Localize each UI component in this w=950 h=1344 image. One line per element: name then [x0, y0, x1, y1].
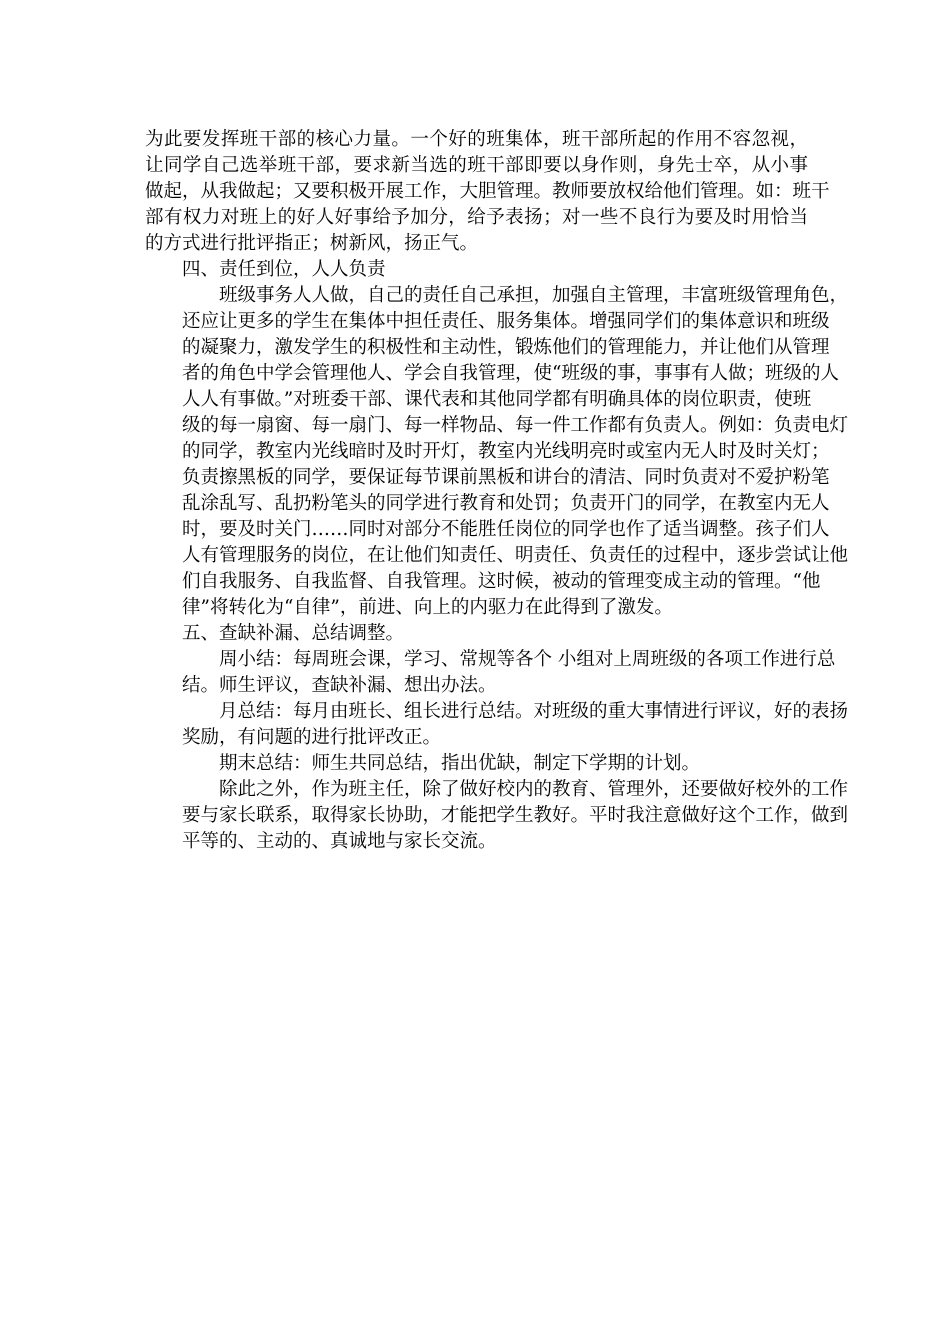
text-line: 负责擦黑板的同学，要保证每节课前黑板和讲台的清洁、同时负责对不爱护粉笔	[182, 467, 830, 488]
text-line: 做起，从我做起；又要积极开展工作，大胆管理。教师要放权给他们管理。如：班干	[145, 181, 830, 202]
text-line: 乱涂乱写、乱扔粉笔头的同学进行教育和处罚；负责开门的同学，在教室内无人	[182, 493, 830, 514]
text-line: 时，要及时关门……同时对部分不能胜任岗位的同学也作了适当调整。孩子们人	[182, 519, 830, 540]
text-line: 奖励，有问题的进行批评改正。	[182, 727, 442, 748]
text-line: 者的角色中学会管理他人、学会自我管理，使“班级的事，事事有人做；班级的人	[182, 363, 839, 384]
document-body	[145, 127, 849, 855]
section-heading	[145, 621, 808, 647]
text-line: 部有权力对班上的好人好事给予加分，给予表扬；对一些不良行为要及时用恰当	[145, 207, 808, 228]
paragraph	[145, 699, 849, 751]
section-heading	[145, 257, 808, 283]
text-line: 的同学，教室内光线暗时及时开灯，教室内光线明亮时或室内无人时及时关灯；	[182, 441, 830, 462]
text-line: 月总结：每月由班长、组长进行总结。对班级的重大事情进行评议，好的表扬	[219, 701, 849, 722]
text-line: 们自我服务、自我监督、自我管理。这时候，被动的管理变成主动的管理。“他	[182, 571, 821, 592]
paragraph	[145, 777, 849, 855]
paragraph	[145, 647, 836, 699]
paragraph	[145, 127, 830, 257]
text-line: 结。师生评议，查缺补漏、想出办法。	[182, 675, 497, 696]
text-line: 平等的、主动的、真诚地与家长交流。	[182, 831, 497, 852]
section-heading-text: 五、查缺补漏、总结调整。	[182, 623, 405, 644]
text-line: 人人有事做。”对班委干部、课代表和其他同学都有明确具体的岗位职责，使班	[182, 389, 812, 410]
text-line: 周小结：每周班会课，学习、常规等各个 小组对上周班级的各项工作进行总	[219, 649, 836, 670]
text-line: 还应让更多的学生在集体中担任责任、服务集体。增强同学们的集体意识和班级	[182, 311, 830, 332]
paragraph	[145, 283, 849, 621]
text-line: 律”将转化为“自律”，前进、向上的内驱力在此得到了激发。	[182, 597, 673, 618]
text-line: 级的每一扇窗、每一扇门、每一样物品、每一件工作都有负责人。例如：负责电灯	[182, 415, 849, 436]
text-line: 期末总结：师生共同总结，指出优缺，制定下学期的计划。	[219, 753, 701, 774]
text-line: 的凝聚力，激发学生的积极性和主动性，锻炼他们的管理能力，并让他们从管理	[182, 337, 830, 358]
text-line: 让同学自己选举班干部，要求新当选的班干部即要以身作则，身先士卒，从小事	[145, 155, 808, 176]
text-line: 除此之外，作为班主任，除了做好校内的教育、管理外，还要做好校外的工作	[219, 779, 849, 800]
text-line: 为此要发挥班干部的核心力量。一个好的班集体，班干部所起的作用不容忽视，	[145, 129, 808, 150]
text-line: 的方式进行批评指正；树新风，扬正气。	[145, 233, 479, 254]
text-line: 人有管理服务的岗位，在让他们知责任、明责任、负责任的过程中，逐步尝试让他	[182, 545, 849, 566]
paragraph	[145, 751, 808, 777]
text-line: 班级事务人人做，自己的责任自己承担，加强自主管理，丰富班级管理角色，	[219, 285, 849, 306]
text-line: 要与家长联系，取得家长协助，才能把学生教好。平时我注意做好这个工作，做到	[182, 805, 849, 826]
section-heading-text: 四、责任到位，人人负责	[182, 259, 386, 280]
